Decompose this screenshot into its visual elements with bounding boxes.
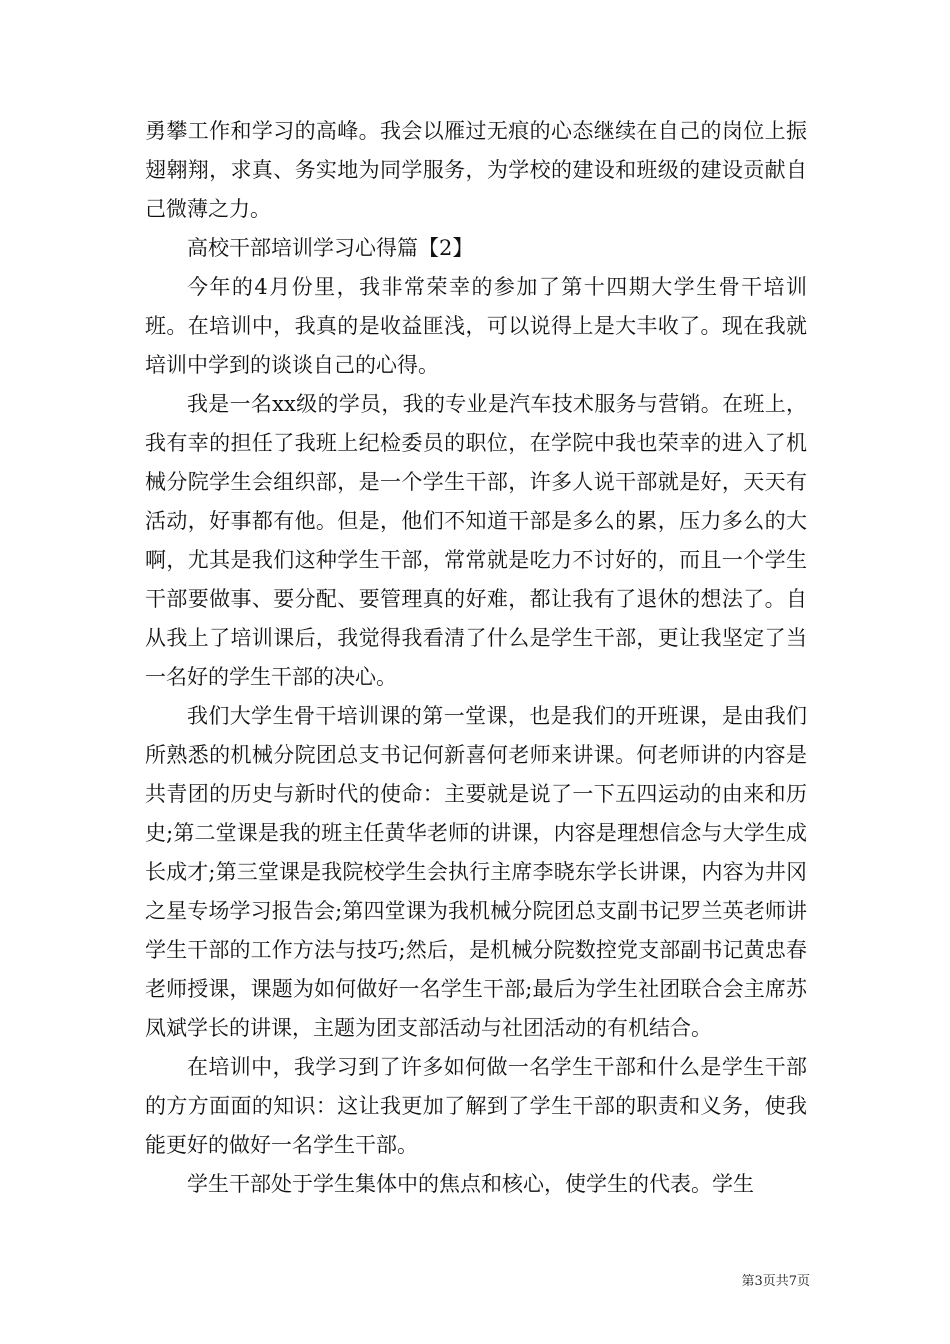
paragraph: 今年的4月份里，我非常荣幸的参加了第十四期大学生骨干培训班。在培训中，我真的是收益匪浅，可以说得上是大丰收了。现在我就培训中学到的谈谈自己的心得。 (145, 275, 807, 377)
paragraph: 我们大学生骨干培训课的第一堂课，也是我们的开班课，是由我们所熟悉的机械分院团总支书记何新喜何老师来讲课。何老师讲的内容是共青团的历史与新时代的使命：主要就是说了一下五四运动的由来和历史;第二堂课是我的班主任黄华老师的讲课，内容是理想信念与大学生成长成才;第三堂课是我院校学生会执行主席李晓东学长讲课，内容为井冈之星专场学习报告会;第四堂课为我机械分院团总支副书记罗兰英老师讲学生干部的工作方法与技巧;然后，是机械分院数控党支部副书记黄忠春老师授课，课题为如何做好一名学生干部;最后为学生社团联合会主席苏凤斌学长的讲课，主题为团支部活动与社团活动的有机结合。 (145, 704, 807, 1040)
paragraph: 我是一名xx级的学员，我的专业是汽车技术服务与营销。在班上，我有幸的担任了我班上纪检委员的职位，在学院中我也荣幸的进入了机械分院学生会组织部，是一个学生干部，许多人说干部就是好，天天有活动，好事都有他。但是，他们不知道干部是多么的累，压力多么的大啊，尤其是我们这种学生干部，常常就是吃力不讨好的，而且一个学生干部要做事、要分配、要管理真的好难，都让我有了退休的想法了。自从我上了培训课后，我觉得我看清了什么是学生干部，更让我坚定了当一名好的学生干部的决心。 (145, 392, 807, 689)
page-number-footer: 第3页共7页 (741, 1274, 810, 1289)
paragraph: 学生干部处于学生集体中的焦点和核心，使学生的代表。学生 (187, 1172, 754, 1196)
paragraph-continuation: 勇攀工作和学习的高峰。我会以雁过无痕的心态继续在自己的岗位上振翅翱翔，求真、务实地为同学服务，为学校的建设和班级的建设贡献自己微薄之力。 (145, 119, 807, 221)
section-heading: 高校干部培训学习心得篇【2】 (187, 236, 474, 260)
paragraph: 在培训中，我学习到了许多如何做一名学生干部和什么是学生干部的方方面面的知识：这让我更加了解到了学生干部的职责和义务，使我能更好的做好一名学生干部。 (145, 1055, 807, 1157)
document-body (145, 112, 807, 1204)
